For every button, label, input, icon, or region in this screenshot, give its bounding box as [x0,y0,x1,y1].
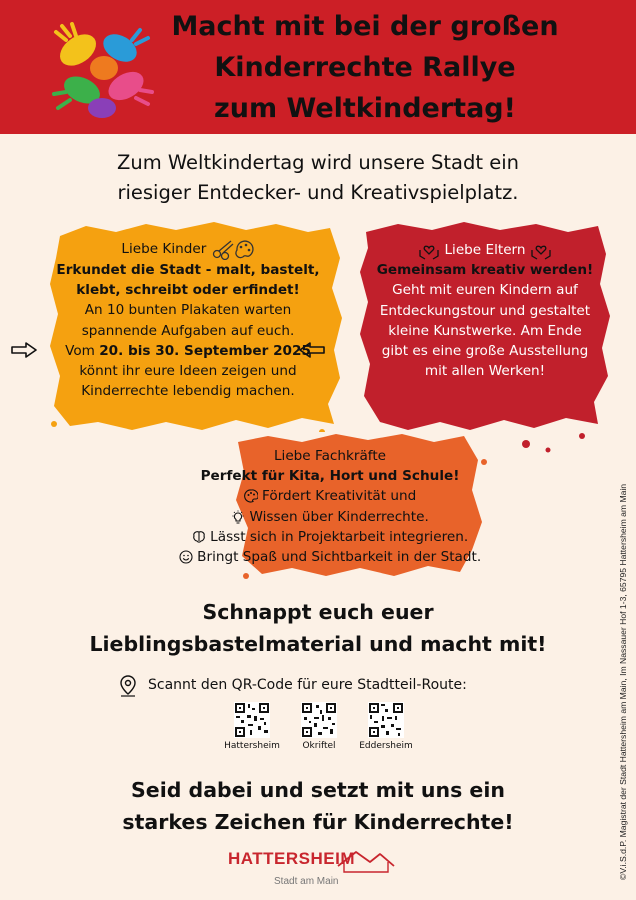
kids-line-6: könnt ihr eure Ideen zeigen und [79,363,297,380]
slogan [40,596,596,660]
parents-line-6: mit allen Werken! [424,363,546,380]
pro-greeting: Liebe Fachkräfte [273,448,387,464]
pro-line-4-row: Lässt sich in Projektarbeit integrieren. [160,527,500,547]
intro-text [40,148,596,208]
intro-line-2: riesiger Entdecker- und Kreativspielplatz. [117,181,519,204]
parents-line-2: Geht mit euren Kindern auf [392,282,578,299]
closing-line-2: starkes Zeichen für Kinderrechte! [122,810,514,834]
pro-bold-line: Perfekt für Kita, Hort und Schule! [200,468,460,485]
closing-text [40,774,596,838]
palette-icon [244,489,258,503]
imprint-text: ©V.i.S.d.P. Magistrat der Stadt Hattersheim am Main, Im Nassauer Hof 1-3, 65795 Hattersheim am Main [618,483,628,880]
kids-bold-line-1: Erkundet die Stadt - malt, bastelt, [56,262,320,278]
title-line-1: Macht mit bei der großen [171,11,559,42]
title-line-3: zum Weltkindertag! [214,93,516,124]
brand-subtitle: Stadt am Main [274,876,339,887]
parents-section [360,240,610,381]
kids-line-4: spannende Aufgaben auf euch. [81,322,295,339]
kids-date-line: Vom 20. bis 30. September 2025 [65,342,311,359]
slogan-line-2: Lieblingsbastelmaterial und macht mit! [89,632,547,656]
pro-line-2-row: Fördert Kreativität und [160,486,500,506]
qr-label-okriftel: Okriftel [302,741,336,751]
parents-greeting-row [360,240,610,260]
scissors-palette-icon [211,238,255,260]
kids-greeting: Liebe Kinder [121,241,207,257]
slogan-line-1: Schnappt euch euer [202,600,434,624]
parents-greeting: Liebe Eltern [444,242,526,258]
house-logo-icon [336,848,396,874]
parents-bold-line: Gemeinsam kreativ werden! [376,262,594,279]
title-line-2: Kinderrechte Rallye [214,52,516,83]
parents-line-3: Entdeckungstour und gestaltet [379,302,591,319]
location-pin-icon [118,674,138,698]
kids-section [40,238,336,401]
kids-greeting-row [40,238,336,260]
heart-hands-icon [530,240,552,260]
qr-prompt: Scannt den QR-Code für eure Stadtteil-Route: [148,677,467,693]
parents-line-5: gibt es eine große Ausstellung [381,343,589,360]
qr-code-eddersheim[interactable] [368,702,404,738]
lightbulb-icon [231,510,245,524]
arrow-right-icon [10,342,38,362]
kids-line-3: An 10 bunten Plakaten warten [84,302,292,319]
qr-code-okriftel[interactable] [301,702,337,738]
intro-line-1: Zum Weltkindertag wird unsere Stadt ein [117,151,519,174]
qr-label-eddersheim: Eddersheim [359,741,413,751]
brand-name: HATTERSHEIM [228,849,356,868]
professionals-section [160,446,500,567]
heart-hands-icon [418,240,440,260]
arrow-left-icon [298,342,326,362]
closing-line-1: Seid dabei und setzt mit uns ein [131,778,505,802]
pro-line-5-row: Bringt Spaß und Sichtbarkeit in der Stadt. [160,547,500,567]
brain-icon [192,530,206,544]
qr-code-hattersheim[interactable] [234,702,270,738]
kids-bold-line-2: klebt, schreibt oder erfindet! [76,282,300,299]
qr-label-hattersheim: Hattersheim [224,741,280,751]
pro-line-3-row: Wissen über Kinderrechte. [160,507,500,527]
parents-line-4: kleine Kunstwerke. Am Ende [388,322,582,339]
kids-line-7: Kinderrechte lebendig machen. [81,383,295,400]
page-title [130,6,600,129]
smiley-icon [179,550,193,564]
